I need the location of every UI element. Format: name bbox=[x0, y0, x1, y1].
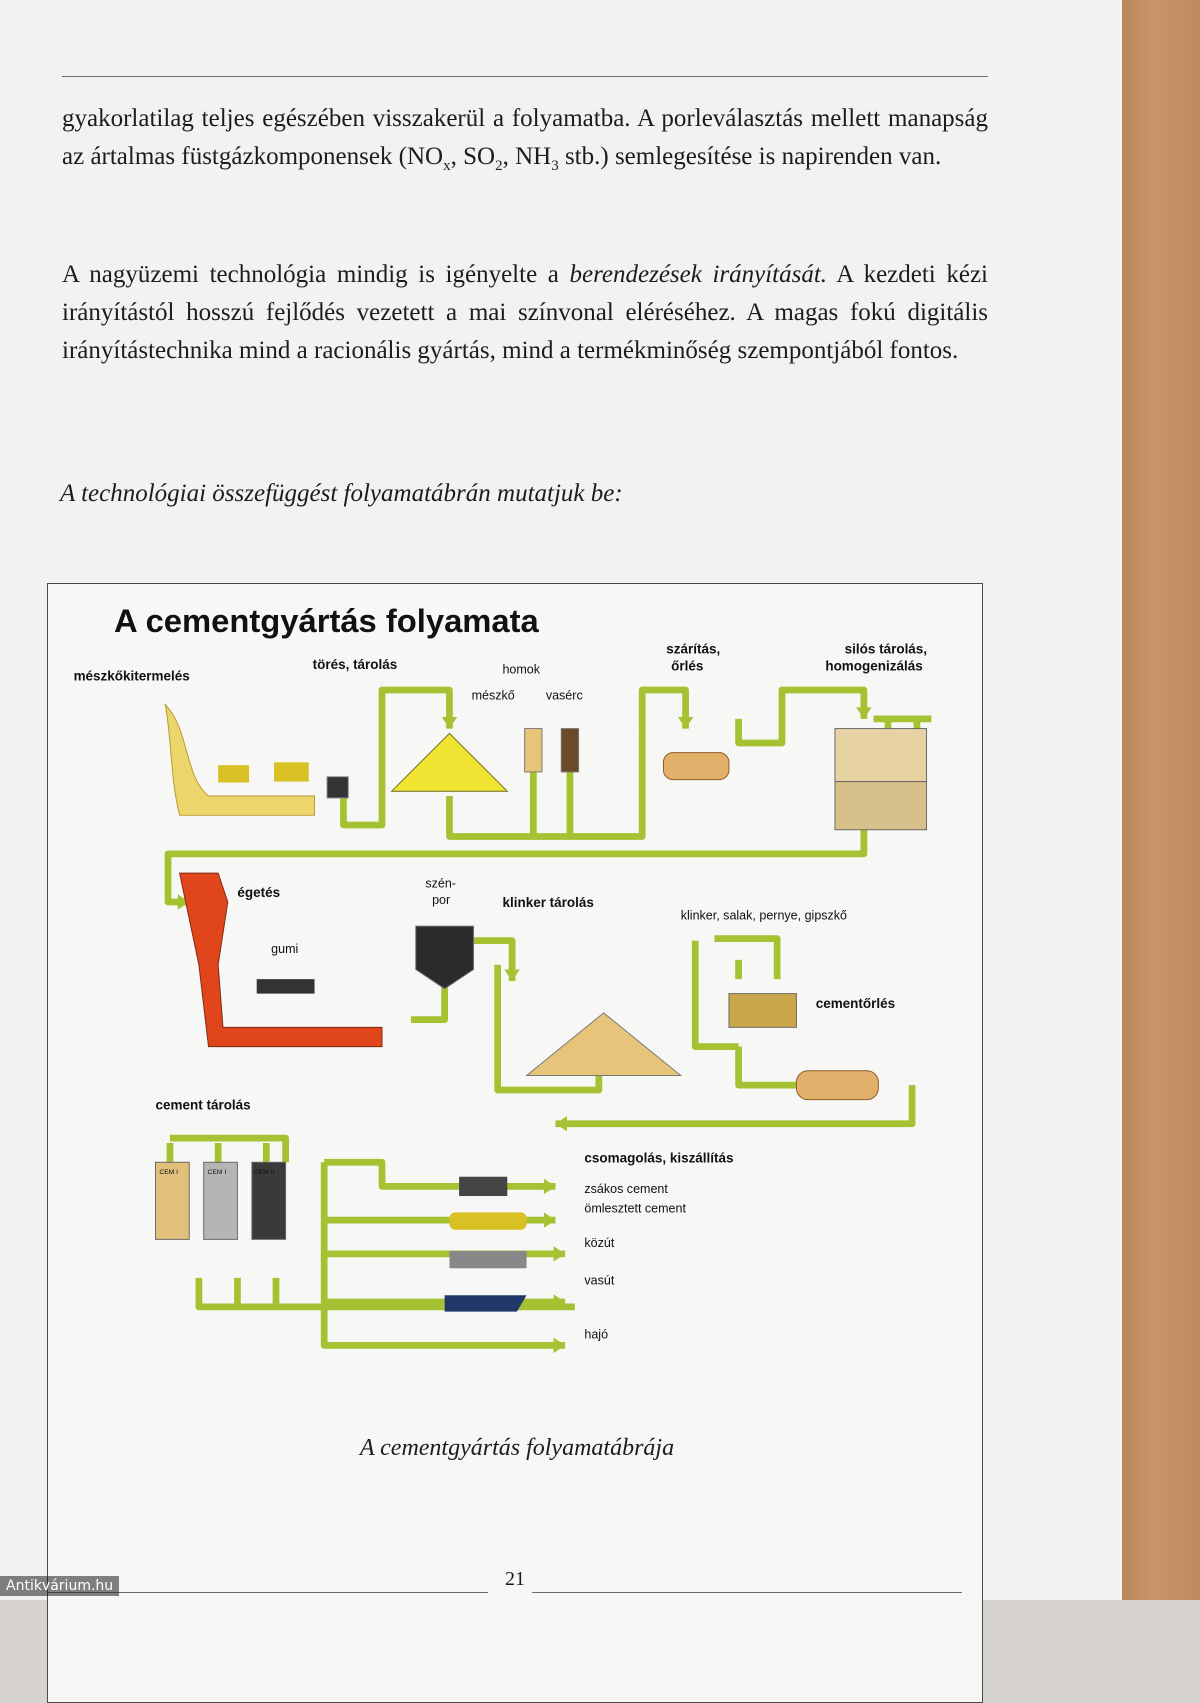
svg-text:vasút: vasút bbox=[584, 1273, 615, 1288]
svg-text:őrlés: őrlés bbox=[671, 658, 704, 674]
svg-text:hajó: hajó bbox=[584, 1327, 609, 1342]
dump-truck bbox=[274, 762, 309, 781]
svg-text:CEM II: CEM II bbox=[253, 1168, 275, 1176]
svg-text:homok: homok bbox=[502, 662, 541, 677]
svg-text:CEM I: CEM I bbox=[207, 1168, 227, 1176]
svg-text:közút: közút bbox=[584, 1236, 615, 1251]
svg-text:csomagolás, kiszállítás: csomagolás, kiszállítás bbox=[584, 1150, 734, 1166]
truck bbox=[449, 1212, 526, 1229]
rubber-pile bbox=[257, 979, 315, 993]
header-rule bbox=[62, 76, 988, 77]
svg-text:homogenizálás: homogenizálás bbox=[825, 658, 923, 674]
svg-text:égetés: égetés bbox=[237, 885, 281, 901]
paragraph-1: gyakorlatilag teljes egészében visszakerül a folyamatba. A porleválasztás mellett manapság az ártalmas füstgázkomponensek ($NO_x$, $SO_2$, $NH_3$ stb.) semlegesítése is napirenden van. bbox=[62, 105, 988, 174]
svg-text:mészkőkitermelés: mészkőkitermelés bbox=[73, 668, 190, 684]
homogenization-silo bbox=[835, 729, 927, 782]
page-number: 21 bbox=[505, 1568, 525, 1590]
svg-text:CEM I: CEM I bbox=[159, 1168, 179, 1176]
figure-caption: A cementgyártás folyamatábrája bbox=[359, 1435, 675, 1461]
svg-text:klinker tárolás: klinker tárolás bbox=[502, 894, 594, 910]
svg-text:zsákos cement: zsákos cement bbox=[584, 1182, 668, 1197]
crusher bbox=[327, 777, 348, 798]
cement-mill bbox=[796, 1071, 878, 1100]
footer-rule-right bbox=[532, 1592, 962, 1593]
svg-text:ömlesztett cement: ömlesztett cement bbox=[584, 1201, 686, 1216]
svg-text:szárítás,: szárítás, bbox=[666, 641, 721, 657]
svg-text:cementőrlés: cementőrlés bbox=[815, 996, 896, 1012]
svg-text:gumi: gumi bbox=[271, 942, 299, 957]
svg-text:mészkő: mészkő bbox=[471, 688, 515, 703]
svg-text:por: por bbox=[432, 892, 451, 907]
svg-text:törés, tárolás: törés, tárolás bbox=[312, 656, 398, 672]
sand-silo bbox=[525, 729, 542, 772]
sack-stack bbox=[459, 1177, 507, 1196]
process-diagram bbox=[47, 583, 983, 1703]
page-edge bbox=[1122, 0, 1200, 1600]
watermark-label: Antikvárium.hu bbox=[0, 1576, 119, 1596]
paragraph-2: A nagyüzemi technológia mindig is igényelte a berendezések irányítását. A kezdeti kézi irányítástól hosszú fejlődés vezetett a mai színvonal eléréséhez. A magas fokú digitális irányítástechnika mind a racionális gyártás, mind a termékminőség szempontjából fontos. bbox=[62, 261, 988, 364]
ore-silo bbox=[561, 729, 578, 772]
figure-intro: A technológiai összefüggést folyamatábrán mutatjuk be: bbox=[60, 480, 623, 507]
drying-mill bbox=[663, 753, 729, 780]
svg-text:klinker, salak, pernye, gipszk: klinker, salak, pernye, gipszkő bbox=[680, 908, 848, 923]
mix-silos bbox=[729, 994, 796, 1028]
ship bbox=[445, 1295, 527, 1311]
rail-car bbox=[449, 1251, 526, 1268]
svg-text:silós tárolás,: silós tárolás, bbox=[844, 641, 928, 657]
svg-text:szén-: szén- bbox=[425, 876, 456, 891]
svg-text:vasérc: vasérc bbox=[545, 688, 583, 703]
diagram-title: A cementgyártás folyamata bbox=[114, 602, 539, 640]
loader-truck bbox=[218, 765, 249, 782]
svg-text:cement tárolás: cement tárolás bbox=[155, 1097, 251, 1113]
